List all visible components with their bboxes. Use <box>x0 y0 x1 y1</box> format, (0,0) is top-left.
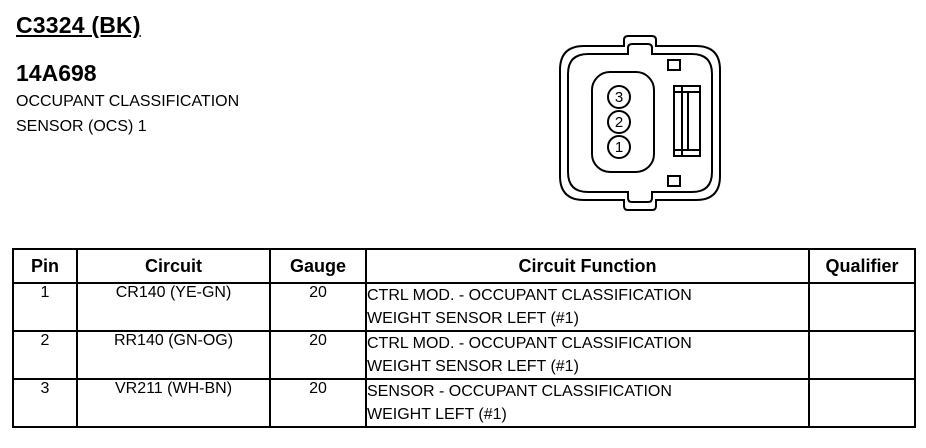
column-header-qualifier: Qualifier <box>809 249 915 283</box>
description-line-2: SENSOR (OCS) 1 <box>16 118 147 135</box>
qualifier-cell <box>809 379 915 427</box>
function-line: CTRL MOD. - OCCUPANT CLASSIFICATION <box>367 335 692 352</box>
circuit-cell: CR140 (YE-GN) <box>77 283 270 331</box>
function-line: WEIGHT LEFT (#1) <box>367 406 507 423</box>
table-row <box>13 379 915 427</box>
pin-2-label: 2 <box>614 114 624 131</box>
column-header-pin: Pin <box>13 249 77 283</box>
pin-cell: 1 <box>13 283 77 331</box>
table-row <box>13 283 915 331</box>
pin-3-label: 3 <box>614 89 624 106</box>
connector-face-diagram <box>556 34 726 216</box>
column-header-circuit: Circuit <box>77 249 270 283</box>
function-line: CTRL MOD. - OCCUPANT CLASSIFICATION <box>367 287 692 304</box>
connector-housing-inner <box>568 44 712 202</box>
connector-id: C3324 (BK) <box>16 12 141 38</box>
gauge-cell: 20 <box>270 331 366 379</box>
qualifier-cell <box>809 331 915 379</box>
connector-housing-outer <box>560 36 720 210</box>
column-header-gauge: Gauge <box>270 249 366 283</box>
description-line-1: OCCUPANT CLASSIFICATION <box>16 93 240 110</box>
pin-1-label: 1 <box>614 139 624 156</box>
pinout-table <box>12 248 916 428</box>
gauge-cell: 20 <box>270 283 366 331</box>
function-line: WEIGHT SENSOR LEFT (#1) <box>367 310 579 327</box>
pin-cell: 2 <box>13 331 77 379</box>
part-number: 14A698 <box>16 60 97 86</box>
column-header-function: Circuit Function <box>366 249 809 283</box>
alignment-square-bottom <box>668 176 680 186</box>
function-line: WEIGHT SENSOR LEFT (#1) <box>367 358 579 375</box>
alignment-square-top <box>668 60 680 70</box>
circuit-cell: VR211 (WH-BN) <box>77 379 270 427</box>
function-line: SENSOR - OCCUPANT CLASSIFICATION <box>367 383 672 400</box>
gauge-cell: 20 <box>270 379 366 427</box>
table-header-row <box>13 249 915 283</box>
qualifier-cell <box>809 283 915 331</box>
pin-cell: 3 <box>13 379 77 427</box>
circuit-cell: RR140 (GN-OG) <box>77 331 270 379</box>
table-row <box>13 331 915 379</box>
function-cell <box>366 283 809 331</box>
function-cell <box>366 379 809 427</box>
function-cell <box>366 331 809 379</box>
